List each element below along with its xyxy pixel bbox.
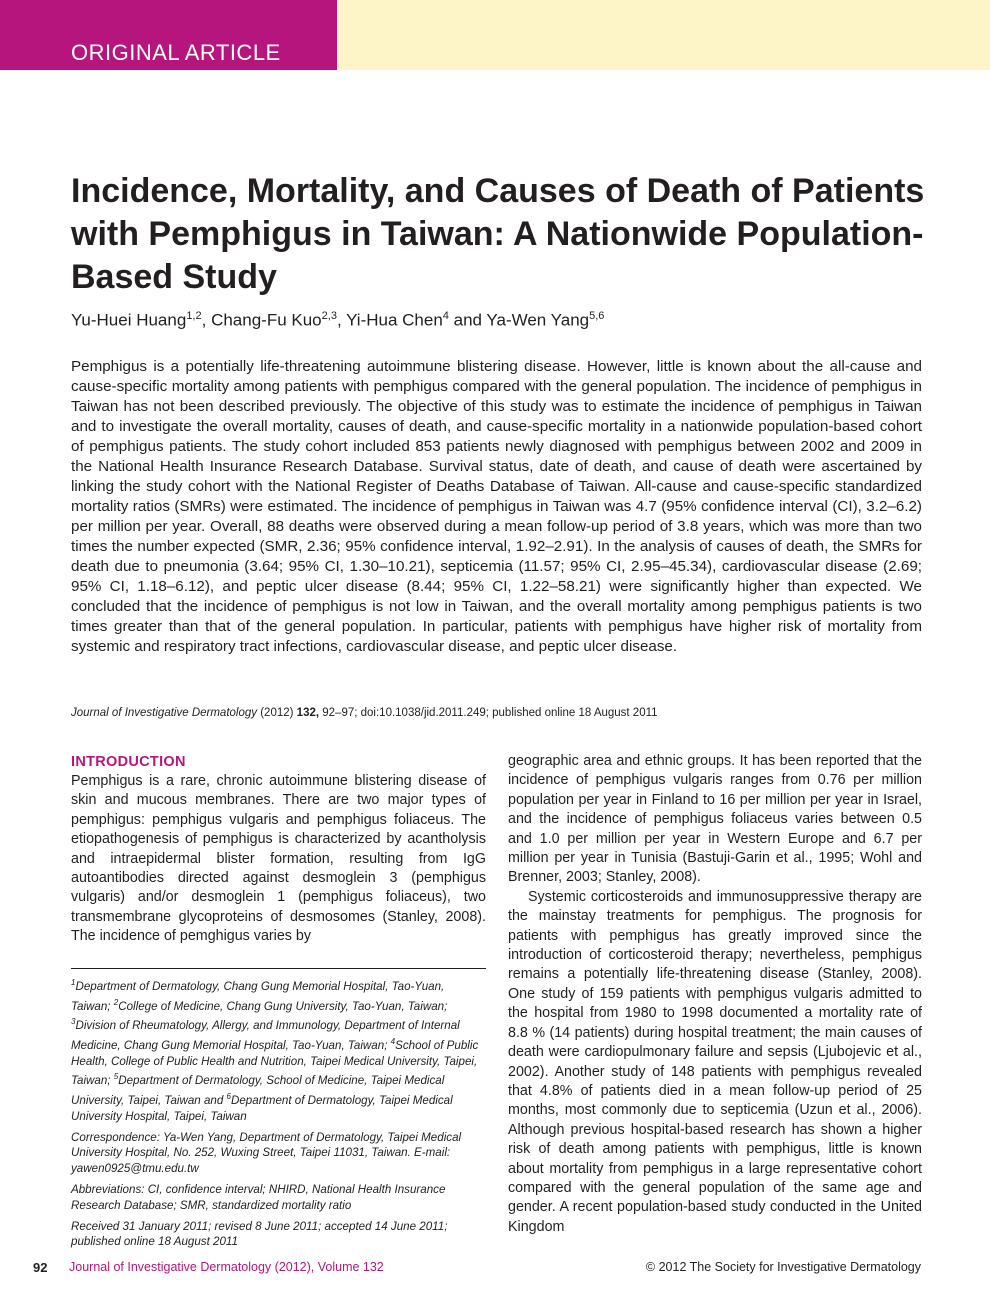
page-number: 92 [33,1260,48,1275]
correspondence: Correspondence: Ya-Wen Yang, Department of Dermatology, Taipei Medical University Hospital, No. 252, Wuxing Street, Taipei 11031, Taiwan. E-mail: yawen0925@tmu.edu.tw [71,1130,462,1176]
page-footer [0,1256,990,1276]
section-label: ORIGINAL ARTICLE [71,40,281,65]
author-separator: , [201,310,212,330]
author-list [71,304,931,333]
article-dates: Received 31 January 2011; revised 8 June 2011; accepted 14 June 2011; published online 18 August 2011 [71,1219,448,1249]
affiliation-number: 4 [390,1036,396,1046]
abbreviations: Abbreviations: CI, confidence interval; NHIRD, National Health Insurance Research Database; SMR, standardized mortality ratio [71,1182,446,1212]
affiliation-text: Department of Dermatology, Chang Gung Memorial Hospital, Tao-Yuan, Taiwan; [71,979,445,1013]
author-separator: , [336,310,347,330]
affiliation-text: School of Public Health, College of Public Health and Nutrition, Taipei Medical University, Taipei, Taiwan; [71,1038,479,1088]
author-name: Yi-Hua Chen [346,310,443,330]
abstract: Pemphigus is a potentially life-threatening autoimmune blistering disease. However, little is known about the all-cause and cause-specific mortality among patients with pemphigus compared with the general population. The incidence of pemphigus in Taiwan has not been described previously. The objective of this study was to estimate the incidence of pemphigus in Taiwan and to investigate the overall mortality, causes of death, and cause-specific mortality in a nationwide population-based cohort of pemphigus patients. The study cohort included 853 patients newly diagnosed with pemphigus between 2002 and 2009 in the National Health Insurance Research Database. Survival status, date of death, and cause of death were ascertained by linking the study cohort with the National Register of Deaths Database of Taiwan. All-cause and cause-specific standardized mortality ratios (SMRs) were estimated. The incidence of pemphigus in Taiwan was 4.7 (95% confidence interval (CI), 3.2–6.2) per million per year. Overall, 88 deaths were observed during a mean follow-up period of 3.8 years, which was more than two times the number expected (SMR, 2.36; 95% confidence interval, 1.92–2.91). In the analysis of causes of death, the SMRs for death due to pneumonia (3.64; 95% CI, 1.30–10.21), septicemia (11.57; 95% CI, 2.95–45.34), cardiovascular disease (2.69; 95% CI, 1.18–6.12), and peptic ulcer disease (8.44; 95% CI, 1.22–58.21) were significantly higher than expected. We concluded that the incidence of pemphigus is not low in Taiwan, and the overall mortality among pemphigus patients is two times greater than that of the general population. In particular, patients with pemphigus have higher risk of mortality from systemic and respiratory tract infections, cardiovascular disease, and peptic ulcer disease. [71,358,922,655]
footnote-divider [71,968,486,969]
affiliation-number: 5 [113,1072,119,1082]
citation-year: (2012) [260,707,294,719]
author-name: Ya-Wen Yang [486,310,590,330]
body-paragraph: Systemic corticosteroids and immunosuppressive therapy are the mainstay treatments for pemphigus. The prognosis for patients with pemphigus has greatly improved since the introduction of corticosteroid therapy; nevertheless, pemphigus remains a potentially life-threatening disease (Stanley, 2008). One study of 159 patients with pemphigus vulgaris admitted to the hospital from 1980 to 1998 documented a mortality rate of 8.8 % (14 patients) during hospital treatment; the main causes of death were cardiopulmonary failure and sepsis (Ljubojevic et al., 2002). Another study of 148 patients with pemphigus revealed that 4.8% of patients died in a mean follow-up period of 25 months, most commonly due to septicemia (Uzun et al., 2006). Although previous hospital-based research has shown a higher risk of death among patients with pemphigus, little is known about mortality from pemphigus in a large representative cohort compared with the general population of the same age and gender. A recent population-based study conducted in the United Kingdom [508,888,922,1235]
affiliation-number: 3 [71,1017,76,1027]
body-paragraph: Pemphigus is a rare, chronic autoimmune blistering disease of skin and mucous membranes. There are two major types of pemphigus: pemphigus vulgaris and pemphigus foliaceus. The etiopathogenesis of pemphigus is characterized by acantholysis and intraepidermal blister formation, resulting from IgG autoantibodies directed against desmoglein 3 (pemphigus vulgaris) and/or desmoglein 1 (pemphigus foliaceus), two transmembrane glycoproteins of desmosomes (Stanley, 2008). The incidence of pemghigus varies by [71,773,486,945]
affiliation-text: Department of Dermatology, Taipei Medical University Hospital, Taipei, Taiwan [71,1093,453,1123]
author-affiliation: 4 [442,310,449,322]
section-heading: INTRODUCTION [71,754,186,770]
banner-strip [337,0,990,70]
affiliation-number: 1 [71,978,76,987]
citation-journal: Journal of Investigative Dermatology [71,707,258,719]
right-column [508,752,922,1237]
author-name: Yu-Huei Huang [71,310,187,330]
footer-journal: Journal of Investigative Dermatology (2012), Volume 132 [69,1260,384,1274]
affiliations [71,975,486,1125]
citation-volume: 132, [296,707,320,719]
footnotes [71,975,486,1255]
author-separator: and [448,310,487,330]
left-column [71,752,486,947]
author-name: Chang-Fu Kuo [211,310,322,330]
article-title: Incidence, Mortality, and Causes of Death of Patients with Pemphigus in Taiwan: A Nationwide Population-Based Study [71,172,925,296]
affiliation-text: College of Medicine, Chang Gung University, Tao-Yuan, Taiwan; [118,999,448,1013]
citation-line [71,705,931,721]
affiliation-text: Division of Rheumatology, Allergy, and Immunology, Department of Internal Medicine, Chang Gung Memorial Hospital, Tao-Yuan, Taiwan; [71,1019,460,1052]
affiliation-number: 6 [226,1092,231,1102]
affiliation-text: Department of Dermatology, School of Medicine, Taipei Medical University, Taipei, Taiwan and [71,1074,445,1107]
copyright: © 2012 The Society for Investigative Dermatology [645,1260,921,1274]
citation-details: 92–97; doi:10.1038/jid.2011.249; published online 18 August 2011 [322,707,658,719]
affiliation-number: 2 [113,997,119,1007]
author-affiliation: 2,3 [321,310,337,322]
author-affiliation: 1,2 [186,310,202,322]
author-affiliation: 5,6 [589,310,605,322]
body-paragraph: geographic area and ethnic groups. It has been reported that the incidence of pemphigus vulgaris ranges from 0.76 per million population per year in Finland to 16 per million per year in Israel, and the incidence of pemphigus foliaceus varies between 0.5 and 1.0 per million per year in Western Europe and 6.7 per million per year in Tunisia (Bastuji-Garin et al., 1995; Wohl and Brenner, 2003; Stanley, 2008). [508,753,922,886]
